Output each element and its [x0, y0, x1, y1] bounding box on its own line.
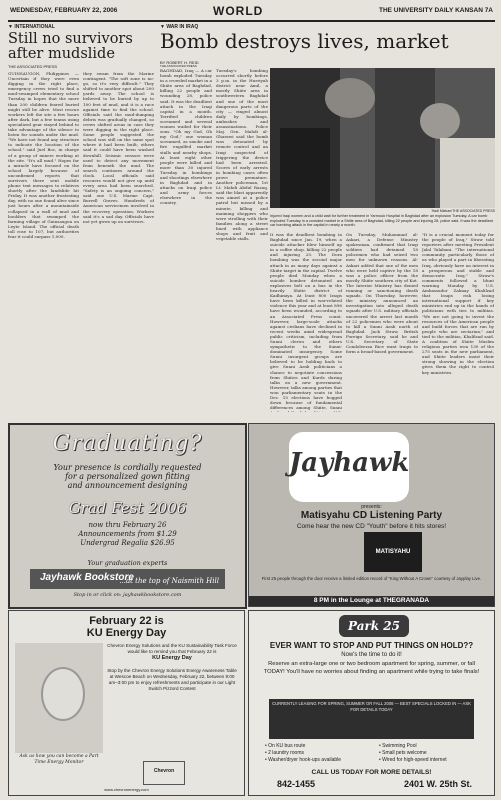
feature-item: • 2 laundry rooms	[265, 750, 304, 756]
ad-presents: presents:	[361, 504, 382, 510]
ad-body: Reserve an extra-large one or two bedroom apartment for spring, summer, or fall TODAY! You'll have no worries about finding an apartment while trying to take finals!	[263, 661, 480, 675]
ad-subheadline: Now's the time to do it!	[341, 652, 402, 658]
apartment-ad[interactable]	[248, 610, 495, 796]
call-to-action: CALL US TODAY FOR MORE DETAILS!	[311, 769, 432, 776]
ad-headline: EVER WANT TO STOP AND PUT THINGS ON HOLD??	[269, 641, 474, 650]
lightbulb-image	[15, 643, 103, 753]
ad-date: February 22 is	[89, 615, 164, 627]
ad-venue: 8 PM in the Lounge at THEGRANADA	[249, 596, 494, 606]
ad-event: Grad Fest 2006	[68, 499, 187, 517]
bomb-story	[160, 24, 495, 414]
graduation-ad[interactable]	[8, 423, 247, 609]
story-column-4: On Tuesday, Muhammad al-Askari, a Defense Ministry spokesman, confirmed that Iraqi soldiers had detained 18 policemen who had seized two men for unknown reasons. Al-Askari added that one of the men who were held captive by the 18 was a police officer from the mostly Shiite southern city of Kut. The Interior Ministry has denied running or sanctioning death squads. On Thursday, however, the ministry announced an investigation into alleged death squads after U.S. military officials uncovered the arrest last month of 22 policemen who were about to kill a Sunni Arab north of Baghdad. Jack Straw, British Foreign Secretary, said he and U.S. Secretary of State Condoleezza Rice want Iraqis to form a broad-based government.	[346, 232, 418, 355]
feature-item: • Wired for high-speed internet	[379, 757, 447, 763]
image-caption: Ask us how you can become a Part Time Energy Monitor	[19, 754, 99, 765]
ad-emphasis: KU Energy Day	[152, 655, 192, 662]
news-photo	[270, 68, 495, 208]
feature-item: • Swimming Pool	[379, 743, 417, 749]
store-website[interactable]: Stop in or click on: jayhawkbookstore.com	[73, 592, 182, 598]
section-title: WORLD	[213, 4, 264, 18]
feature-item: • On KU bus route	[265, 743, 306, 749]
ad-price: Announcements from $1.29	[78, 530, 177, 538]
ad-body: Chevron Energy Solutions and the KU Sustainability Task Force would like to remind you that February 22 is	[107, 643, 237, 655]
address: 2401 W. 25th St.	[403, 779, 472, 789]
chevron-logo: Chevron	[143, 761, 185, 785]
ad-tagline: Your graduation experts	[87, 559, 168, 567]
ad-price: Undergrad Regalia $26.95	[80, 539, 175, 547]
story-kicker: ▼ WAR IN IRAQ	[160, 24, 199, 30]
story-column-5: "It is a crucial moment today for the people of Iraq," Straw told reporters after meeting President Jalal Talabani. "The international community particularly those of us who played a part in liberating Iraq, obviously have an interest in a prosperous and stable and democratic Iraq." Straw's comments followed a blunt warning Monday by U.S. Ambassador Zalmay Khalilzad that Iraqis risk losing international support if key ministries end up in the hands of politicians with ties to militias. "We are not going to invest the resources of the American people and build forces that are run by people who are sectarian," and tied to the militias, Khalilzad said. A coalition of Shiite Muslim religious parties won 130 of the 275 seats in the new parliament, and Shiite leaders insist their strong showing in the election gives them the right to control key ministries.	[422, 232, 494, 375]
ad-title: Graduating?	[52, 431, 203, 456]
ad-offer: First 25 people through the door receive a limited edition record of "King Without A Crown" courtesy of Jayplay Live.	[261, 576, 482, 581]
story-byline: THE ASSOCIATED PRESS	[8, 64, 58, 69]
store-location: ...at the top of Naismith Hill	[119, 577, 219, 585]
ad-title: KU Energy Day	[86, 627, 167, 639]
jayplay-logo: Jayhawk	[289, 432, 409, 502]
header-date: WEDNESDAY, FEBRUARY 22, 2006	[10, 7, 118, 14]
story-column-1: BAGHDAD, Iraq — A car bomb exploded Tuesday in a crowded market in a Shiite area of Baghdad, killing 22 people and wounding 28, police said. It was the deadliest attack in the Iraqi capital in a month. Terrified children screamed and several women wailed for their sons. "Oh my God, Oh my God," one woman screamed, as smoke and fire engulfed market stalls and nearby shops. At least eight other people were killed and more than 30 injured Tuesday in bombings and shootings elsewhere in Baghdad and in attacks on Iraqi police and army forces elsewhere in the country.	[160, 68, 212, 206]
story-column-2: they swam from the Marine contingent. "The soft zone is no-go, so it's very difficult." They shifted to another spot about 200 yards away. The school is believed to be buried by up to 100 feet of mud, and it is a race against time to find the school. Officials said the mud-dumping debris was gradually changed, so crews shifted areas in case they were digging in the right place. Some people suggested the school was still on the same spot where it had been built; others said it could have been washed downhill. Seismic sensors were used to detect any movement from beneath the mud. The search continues around the clock. Local officials said rescuers would not give up until every area had been searched. "Safety is an ongoing concern," said one U.S. Marine Capt. Burrell Graves. Hundreds of American servicemen involved in the recovery operation. Workers said it's a sad day. Officials have not yet given up on survivors.	[83, 71, 154, 224]
ad-dates: now thru February 26	[88, 521, 167, 529]
phone-number[interactable]: 842-1455	[277, 779, 316, 789]
park25-logo: Park 25	[339, 615, 409, 637]
ad-body: Stop by the Chevron Energy Solutions Energy Awareness Table at Wescoe Beach on Wednesday, February 22, between 9:00 am–3:00 pm to enjoy refreshments and participate in our Light Switch Pizzord Contest	[107, 667, 237, 692]
story-byline-org: THE ASSOCIATED PRESS	[160, 64, 197, 68]
mudslide-story	[8, 24, 154, 414]
story-headline: Still no survivors after mudslide	[8, 31, 133, 62]
ad-subtitle: Come hear the new CD "Youth" before it hits stores!	[296, 523, 447, 530]
leasing-banner: CURRENTLY LEASING FOR SPRING, SUMMER OR FALL 2006 — BEST SPECIALS LOCKED IN — ASK FOR DETAILS TODAY	[269, 699, 474, 739]
photo-credit: Hadi Mizban/THE ASSOCIATED PRESS	[431, 209, 495, 213]
album-cover: MATISYAHU	[364, 532, 422, 572]
energy-day-ad[interactable]	[8, 610, 245, 796]
store-name: Jayhawk Bookstore	[40, 572, 134, 583]
story-byline: BY ROBERT H. REID	[160, 60, 199, 65]
ad-line: for a personalized gown fitting	[65, 472, 190, 481]
listening-party-ad[interactable]	[248, 423, 495, 607]
ad-title: Matisyahu CD Listening Party	[300, 510, 443, 521]
story-kicker: ▼ INTERNATIONAL	[8, 24, 55, 30]
photo-caption: Injured Iraqi women and a child wait for further treatment in Yarmouk Hospital in Baghdad after an explosion Tuesday. A car bomb exploded Tuesday in a crowded market in a Shiite area of Baghdad, killing 22 people and injuring 28, police said. It was the deadliest car bombing attack in the capital in nearly a month.	[270, 214, 493, 228]
lightbulb-icon	[41, 667, 85, 721]
story-column-2: Tuesday's bombing occurred shortly before 3 p.m. in the Hurriyah district near Amil, a mostly Shiite area in southwestern Baghdad and one of the most dangerous parts of the city — ringed almost daily by bombings, ambushes and assassinations. Police Maj. Gen. Mahdi al-Gharawi said the bomb was detonated by remote control and an Iraqi suspected of triggering the device had been arrested. Scores of early arrests in bombing cases often prove premature. Another policeman, 1st Lt. Mahdi Abdul Razaq, said the blast apparently was aimed at a police patrol but missed by a minute, killing and maiming shoppers who were strolling with their families along a street lined with appliance shops and fruit and vegetable stalls.	[216, 68, 268, 242]
story-headline: Bomb destroys lives, market	[160, 29, 449, 53]
story-column-1: GUINSAUGON, Philippines — Uncertain if they were even digging in the right place, emergency crews tried to find a mud-swamped elementary school Tuesday in hopes that the more than 200 children feared buried might still be alive. Most rescue workers left the site a few hours after dark, but a few teams using specialized gear stayed behind to take advantage of the silence to listen for sounds under the mud. "We have not found any structure to indicate the location of the school," said Juel Boc, in charge of a group of miners working at the site. "It's all mud." Hopes for a miracle have focused on the school largely because of unconfirmed reports that survivors there sent mobile phone text messages to relatives shortly after the landslide hit Friday. It was another frustrating day, with no one found alive since just hours after a mountainside collapsed in a wall of mud and boulders that swamped the farming village of Guinsaugon on Leyte Island. The official death toll rose to 107, but authorities fear it could surpass 1,000.	[8, 71, 79, 239]
ad-website[interactable]: www.chevronenergy.com	[104, 787, 149, 792]
page-header	[8, 4, 495, 22]
story-column-3: It was the deadliest bombing in Baghdad since Jan. 19, when a suicide attacker blew himself up in a coffee shop, killing 22 people and injuring 25. The Dora bombing was the second major attack in as many days against a Shiite target in the capital. Twelve people died Monday when a suicide bomber detonated an explosives belt on a bus in the heavily Shiite district of Kadhimiya. At least 800 Iraqis have been killed in war-related violence this year and at least 896 have been wounded, according to an Associated Press count. However, large-scale attacks against civilians have declined in recent weeks amid widespread public criticism, including from Sunni clerics and others sympathetic to the Sunni-dominated insurgency. Some Sunni insurgent groups are believed to be holding back to give Sunni Arab politicians a chance to negotiate concessions from Shiites and Kurds during talks on a new government. However, talks among parties that won parliamentary seats in the Dec. 15 elections have bogged down because of fundamental differences among Shiite, Sunni	[270, 232, 342, 411]
ad-line: and announcement designing	[67, 481, 188, 490]
feature-item: • Washer/dryer hook-ups available	[265, 757, 342, 763]
ad-line: Your presence is cordially requested	[53, 463, 202, 472]
feature-item: • Small pets welcome	[379, 750, 427, 756]
paper-name: THE UNIVERSITY DAILY KANSAN 7A	[378, 7, 493, 14]
bookstore-banner[interactable]	[30, 569, 225, 589]
